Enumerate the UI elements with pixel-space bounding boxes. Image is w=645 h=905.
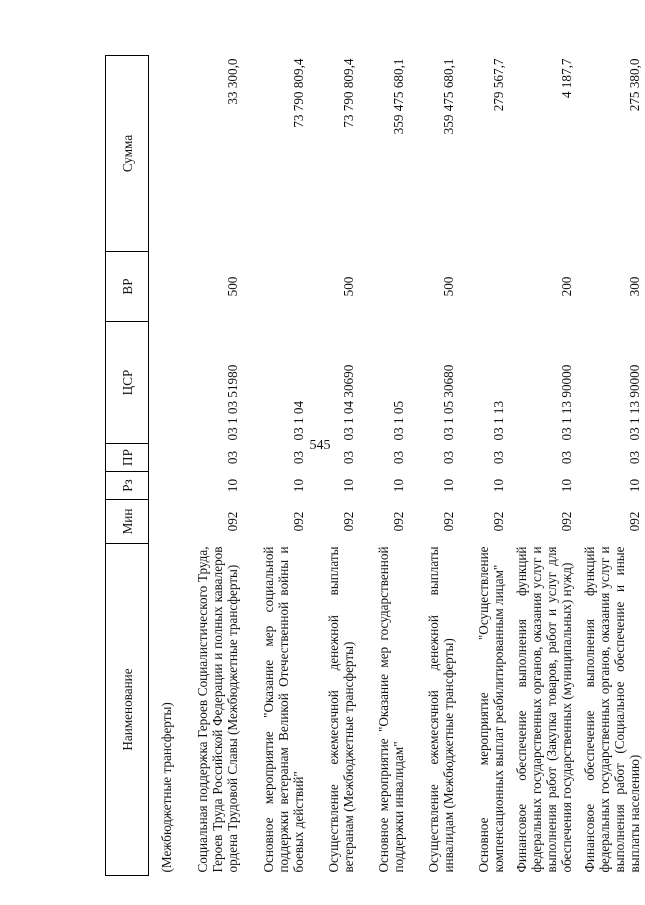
row-min: 092 xyxy=(491,511,506,532)
row-pr: 03 xyxy=(627,450,642,465)
rotated-table-container xyxy=(105,56,642,876)
row-vr xyxy=(359,252,409,322)
row-name: Финансовое обеспечение выполнения функций федеральных государственных органов, оказания услуг и выполнения работ (Социальное обеспечение и иные выплаты населению) xyxy=(582,546,642,873)
row-vr xyxy=(149,252,178,322)
row-pr: 03 xyxy=(341,450,356,465)
table-header-row xyxy=(106,56,149,876)
table-row xyxy=(177,56,243,876)
row-vr xyxy=(459,252,509,322)
row-sum: 33 300,0 xyxy=(225,58,240,105)
row-csr: 03 1 04 xyxy=(291,400,306,441)
row-name: Социальная поддержка Героев Социалистического Труда, Героев Труда Российской Федерации и полных кавалеров ордена Трудовой Славы (Межбюджетные трансферты) xyxy=(195,546,240,873)
row-pr: 03 xyxy=(441,450,456,465)
row-min: 092 xyxy=(559,511,574,532)
row-csr: 03 1 13 90000 xyxy=(627,364,642,441)
row-pr xyxy=(149,444,178,472)
table-row xyxy=(309,56,359,876)
budget-table xyxy=(105,55,645,876)
row-name: Осуществление ежемесячной денежной выплаты инвалидам (Межбюджетные трансферты) xyxy=(426,546,456,873)
row-min: 092 xyxy=(225,511,240,532)
row-vr: 300 xyxy=(627,276,642,297)
row-sum: 275 380,0 xyxy=(627,58,642,112)
row-rz: 10 xyxy=(627,478,642,493)
table-row xyxy=(509,56,577,876)
header-vr: ВР xyxy=(106,252,149,322)
row-min: 092 xyxy=(291,511,306,532)
row-min: 092 xyxy=(441,511,456,532)
row-sum: 359 475 680,1 xyxy=(441,58,456,135)
row-sum: 73 790 809,4 xyxy=(341,58,356,128)
row-csr: 03 1 13 xyxy=(491,400,506,441)
row-rz: 10 xyxy=(391,478,406,493)
row-name: Основное мероприятие "Оказание мер социальной поддержки ветеранам Великой Отечественной войны и боевых действий" xyxy=(261,546,306,873)
row-rz: 10 xyxy=(291,478,306,493)
table-row xyxy=(359,56,409,876)
header-csr: ЦСР xyxy=(106,322,149,444)
row-name: (Межбюджетные трансферты) xyxy=(159,702,174,873)
row-vr xyxy=(243,252,309,322)
row-vr: 500 xyxy=(441,276,456,297)
row-min xyxy=(149,500,178,544)
table-row xyxy=(149,56,178,876)
row-min: 092 xyxy=(391,511,406,532)
row-pr: 03 xyxy=(559,450,574,465)
row-name: Основное мероприятие "Осуществление компенсационных выплат реабилитированным лицам" xyxy=(476,546,506,873)
table-row xyxy=(409,56,459,876)
row-sum: 4 187,7 xyxy=(559,58,574,99)
row-csr xyxy=(149,322,178,444)
row-min: 092 xyxy=(341,511,356,532)
header-min: Мин xyxy=(106,500,149,544)
row-pr: 03 xyxy=(291,450,306,465)
row-name: Финансовое обеспечение выполнения функций федеральных государственных органов, оказания услуг и выполнения работ (Закупка товаров, работ и услуг для обеспечения государственных (муниципальных) нужд) xyxy=(514,546,574,873)
row-min: 092 xyxy=(627,511,642,532)
row-csr: 03 1 03 51980 xyxy=(225,364,240,441)
row-csr: 03 1 05 30680 xyxy=(441,364,456,441)
row-csr: 03 1 05 xyxy=(391,400,406,441)
row-sum xyxy=(149,56,178,252)
row-sum: 279 567,7 xyxy=(491,58,506,112)
row-rz: 10 xyxy=(559,478,574,493)
row-sum: 73 790 809,4 xyxy=(291,58,306,128)
row-csr: 03 1 13 90000 xyxy=(559,364,574,441)
row-vr: 500 xyxy=(341,276,356,297)
table-row xyxy=(243,56,309,876)
table-row xyxy=(577,56,645,876)
header-rz: Рз xyxy=(106,472,149,500)
row-rz: 10 xyxy=(341,478,356,493)
row-name: Осуществление ежемесячной денежной выплаты ветеранам (Межбюджетные трансферты) xyxy=(326,546,356,873)
row-csr: 03 1 04 30690 xyxy=(341,364,356,441)
row-pr: 03 xyxy=(225,450,240,465)
row-vr: 200 xyxy=(559,276,574,297)
page-number: 545 xyxy=(309,438,331,453)
row-rz: 10 xyxy=(491,478,506,493)
row-name: Основное мероприятие "Оказание мер государственной поддержки инвалидам" xyxy=(376,546,406,873)
row-pr: 03 xyxy=(491,450,506,465)
row-pr: 03 xyxy=(391,450,406,465)
row-rz: 10 xyxy=(441,478,456,493)
table-row xyxy=(459,56,509,876)
row-rz xyxy=(149,472,178,500)
header-name: Наименование xyxy=(106,544,149,876)
row-rz: 10 xyxy=(225,478,240,493)
header-sum: Сумма xyxy=(106,56,149,252)
header-pr: ПР xyxy=(106,444,149,472)
row-vr: 500 xyxy=(225,276,240,297)
row-sum: 359 475 680,1 xyxy=(391,58,406,135)
